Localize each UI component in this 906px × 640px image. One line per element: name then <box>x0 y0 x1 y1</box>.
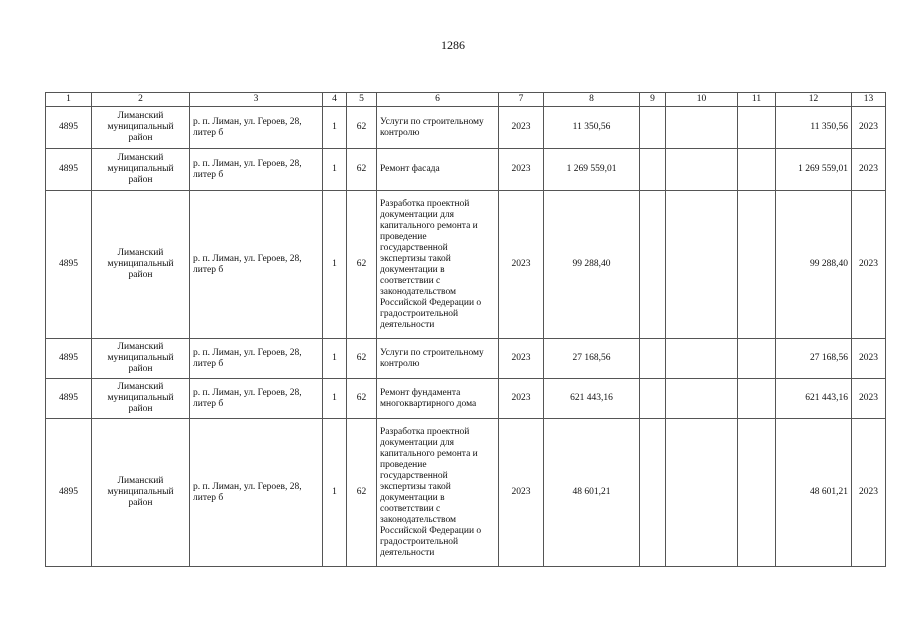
cost-cell: 99 288,40 <box>776 191 852 339</box>
year-cell: 2023 <box>499 191 544 339</box>
column-10-cell <box>666 191 738 339</box>
district-cell: Лиманский муниципальный район <box>92 339 190 379</box>
column-11-cell <box>738 149 776 191</box>
cost-cell: 11 350,56 <box>776 107 852 149</box>
object-id-cell: 4895 <box>46 107 92 149</box>
column-11-cell <box>738 419 776 567</box>
district-cell: Лиманский муниципальный район <box>92 419 190 567</box>
object-id-cell: 4895 <box>46 419 92 567</box>
year-cell: 2023 <box>499 339 544 379</box>
column-10-cell <box>666 107 738 149</box>
work-type-cell: Разработка проектной документации для капитального ремонта и проведение государственной экспертизы такой документации в соответствии с законодательством Российской Федерации о градостроительной деятельности <box>377 419 499 567</box>
total-cost-cell: 1 269 559,01 <box>544 149 640 191</box>
column-9-cell <box>640 339 666 379</box>
column-9-cell <box>640 379 666 419</box>
cost-cell: 27 168,56 <box>776 339 852 379</box>
object-id-cell: 4895 <box>46 149 92 191</box>
column-number: 11 <box>738 93 776 107</box>
work-type-cell: Разработка проектной документации для капитального ремонта и проведение государственной экспертизы такой документации в соответствии с законодательством Российской Федерации о градостроительной деятельности <box>377 191 499 339</box>
column-number: 6 <box>377 93 499 107</box>
column-number: 12 <box>776 93 852 107</box>
column-5-cell: 62 <box>347 191 377 339</box>
total-cost-cell: 48 601,21 <box>544 419 640 567</box>
object-id-cell: 4895 <box>46 339 92 379</box>
object-id-cell: 4895 <box>46 379 92 419</box>
address-cell: р. п. Лиман, ул. Героев, 28, литер б <box>190 149 323 191</box>
cost-cell: 621 443,16 <box>776 379 852 419</box>
object-id-cell: 4895 <box>46 191 92 339</box>
column-9-cell <box>640 107 666 149</box>
column-11-cell <box>738 379 776 419</box>
work-type-cell: Услуги по строительному контролю <box>377 339 499 379</box>
district-cell: Лиманский муниципальный район <box>92 379 190 419</box>
district-cell: Лиманский муниципальный район <box>92 149 190 191</box>
table-row <box>46 191 886 339</box>
work-type-cell: Услуги по строительному контролю <box>377 107 499 149</box>
table-row <box>46 107 886 149</box>
column-5-cell: 62 <box>347 379 377 419</box>
column-number: 1 <box>46 93 92 107</box>
total-cost-cell: 27 168,56 <box>544 339 640 379</box>
column-number: 8 <box>544 93 640 107</box>
completion-year-cell: 2023 <box>852 379 886 419</box>
column-11-cell <box>738 339 776 379</box>
column-5-cell: 62 <box>347 107 377 149</box>
completion-year-cell: 2023 <box>852 339 886 379</box>
address-cell: р. п. Лиман, ул. Героев, 28, литер б <box>190 419 323 567</box>
column-4-cell: 1 <box>323 191 347 339</box>
column-11-cell <box>738 191 776 339</box>
column-5-cell: 62 <box>347 339 377 379</box>
column-number: 7 <box>499 93 544 107</box>
table-row <box>46 419 886 567</box>
completion-year-cell: 2023 <box>852 107 886 149</box>
year-cell: 2023 <box>499 149 544 191</box>
column-10-cell <box>666 419 738 567</box>
completion-year-cell: 2023 <box>852 191 886 339</box>
column-10-cell <box>666 339 738 379</box>
cost-cell: 48 601,21 <box>776 419 852 567</box>
table-row <box>46 339 886 379</box>
table-row <box>46 379 886 419</box>
column-9-cell <box>640 191 666 339</box>
address-cell: р. п. Лиман, ул. Героев, 28, литер б <box>190 379 323 419</box>
address-cell: р. п. Лиман, ул. Героев, 28, литер б <box>190 107 323 149</box>
column-number: 10 <box>666 93 738 107</box>
district-cell: Лиманский муниципальный район <box>92 107 190 149</box>
total-cost-cell: 621 443,16 <box>544 379 640 419</box>
page-number: 1286 <box>441 38 465 52</box>
total-cost-cell: 11 350,56 <box>544 107 640 149</box>
column-number: 5 <box>347 93 377 107</box>
column-4-cell: 1 <box>323 339 347 379</box>
address-cell: р. п. Лиман, ул. Героев, 28, литер б <box>190 339 323 379</box>
address-cell: р. п. Лиман, ул. Героев, 28, литер б <box>190 191 323 339</box>
district-cell: Лиманский муниципальный район <box>92 191 190 339</box>
column-4-cell: 1 <box>323 107 347 149</box>
column-number: 4 <box>323 93 347 107</box>
column-number: 3 <box>190 93 323 107</box>
work-type-cell: Ремонт фасада <box>377 149 499 191</box>
column-4-cell: 1 <box>323 419 347 567</box>
table-body <box>46 93 886 567</box>
column-number: 13 <box>852 93 886 107</box>
column-5-cell: 62 <box>347 419 377 567</box>
year-cell: 2023 <box>499 419 544 567</box>
year-cell: 2023 <box>499 379 544 419</box>
column-4-cell: 1 <box>323 149 347 191</box>
column-5-cell: 62 <box>347 149 377 191</box>
column-10-cell <box>666 379 738 419</box>
total-cost-cell: 99 288,40 <box>544 191 640 339</box>
column-10-cell <box>666 149 738 191</box>
registry-table <box>45 92 886 567</box>
column-number: 9 <box>640 93 666 107</box>
table-row <box>46 149 886 191</box>
column-number: 2 <box>92 93 190 107</box>
work-type-cell: Ремонт фундамента многоквартирного дома <box>377 379 499 419</box>
completion-year-cell: 2023 <box>852 149 886 191</box>
year-cell: 2023 <box>499 107 544 149</box>
column-11-cell <box>738 107 776 149</box>
cost-cell: 1 269 559,01 <box>776 149 852 191</box>
completion-year-cell: 2023 <box>852 419 886 567</box>
column-9-cell <box>640 419 666 567</box>
column-9-cell <box>640 149 666 191</box>
column-4-cell: 1 <box>323 379 347 419</box>
column-number-row <box>46 93 886 107</box>
